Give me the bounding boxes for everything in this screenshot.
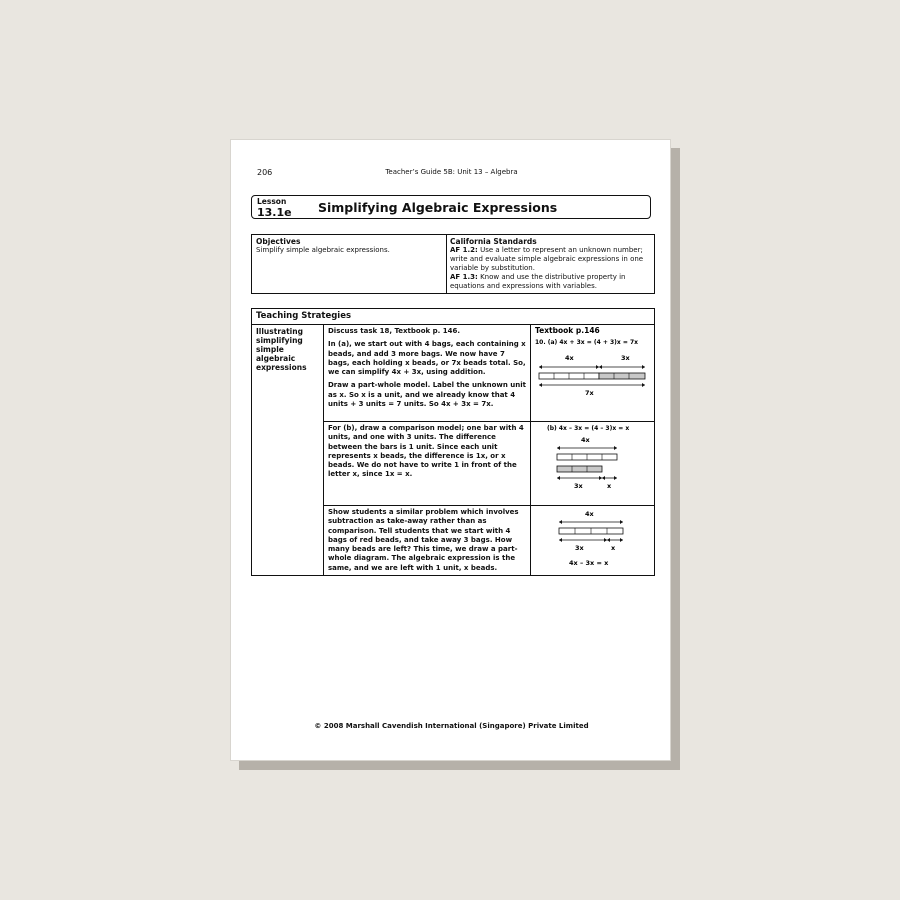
- standard-af12-text: Use a letter to represent an unknown number; write and evaluate simple algebraic expressions in one variable by substitution.: [450, 246, 644, 272]
- fig2-equation: (b) 4x – 3x = (4 – 3)x = x: [547, 425, 630, 432]
- lesson-title: Simplifying Algebraic Expressions: [318, 200, 558, 215]
- fig1-title: Textbook p.146: [535, 326, 600, 335]
- strategy-row-2: [324, 422, 531, 506]
- fig1-label-3x: 3x: [621, 354, 630, 362]
- figure-1: [531, 325, 654, 421]
- strategy-row-3: [324, 506, 531, 575]
- fig1-label-4x: 4x: [565, 354, 574, 362]
- fig2-label-4x: 4x: [581, 436, 590, 444]
- copyright-footer: © 2008 Marshall Cavendish International (Singapore) Private Limited: [314, 722, 589, 730]
- figure-cell-2: [531, 422, 654, 506]
- standard-af13: [450, 273, 651, 291]
- teaching-topic: Illustrating simplifying simple algebraic expressions: [252, 325, 324, 575]
- objectives-heading: Objectives: [256, 237, 301, 246]
- guide-title: Teacher’s Guide 5B: Unit 13 – Algebra: [385, 168, 518, 176]
- standard-af12-code: AF 1.2:: [450, 246, 478, 254]
- figure-3: [531, 506, 654, 574]
- fig3-equation: 4x – 3x = x: [569, 559, 609, 567]
- lesson-header: [251, 195, 651, 219]
- standard-af13-text: Know and use the distributive property in equations and expressions with variables.: [450, 273, 626, 290]
- row2-para: For (b), draw a comparison model; one bar with 4 units, and one with 3 units. The difference between the bars is 1 unit. Since each unit represents x beads, the difference is 1x, or x beads. We do not have to write 1 in front of the letter x, since 1x = x.: [328, 424, 524, 479]
- document-page: [230, 139, 671, 761]
- page-number: 206: [257, 168, 273, 177]
- standard-af13-code: AF 1.3:: [450, 273, 478, 281]
- row3-para: Show students a similar problem which involves subtraction as take-away rather than as comparison. Tell students that we start with 4 bags of red beads, and take away 3 bags. How many beads are left? This time, we draw a part-whole diagram. The algebraic expression is the same, and we are left with 1 unit, x beads.: [328, 508, 519, 572]
- discuss-pre: Discuss: [328, 327, 361, 335]
- discuss-bold: task 18, Textbook p. 146: [360, 327, 458, 335]
- discuss-post: .: [457, 327, 461, 335]
- discuss-line: [328, 327, 526, 336]
- objectives-cell: [252, 235, 447, 293]
- lesson-number: 13.1e: [257, 206, 292, 219]
- row1-para1: In (a), we start out with 4 bags, each containing x beads, and add 3 more bags. We now have 7 bags, each holding x beads, or 7x beads total. So, we can simplify 4x + 3x, using addition.: [328, 340, 526, 377]
- fig2-label-x: x: [607, 482, 612, 490]
- fig3-label-4x: 4x: [585, 510, 594, 518]
- standard-af12: [450, 246, 651, 273]
- figure-cell-1: [531, 325, 654, 422]
- fig2-bar-3x: [557, 466, 602, 472]
- fig1-bar-3x: [599, 373, 645, 379]
- row1-para2: Draw a part-whole model. Label the unknown unit as x. So x is a unit, and we already know that 4 units + 3 units = 7 units. So 4x + 3x = 7x.: [328, 381, 526, 409]
- fig3-label-x: x: [611, 544, 616, 552]
- teaching-strategies-heading: Teaching Strategies: [252, 309, 654, 325]
- fig1-label-7x: 7x: [585, 389, 594, 397]
- figure-2: [531, 422, 654, 505]
- fig2-label-3x: 3x: [574, 482, 583, 490]
- standards-cell: [447, 235, 654, 293]
- figure-cell-3: [531, 506, 654, 575]
- standards-heading: California Standards: [450, 237, 537, 246]
- fig1-equation: 10. (a) 4x + 3x = (4 + 3)x = 7x: [535, 339, 638, 346]
- fig3-label-3x: 3x: [575, 544, 584, 552]
- objectives-text: Simplify simple algebraic expressions.: [256, 246, 390, 254]
- strategy-row-1: [324, 325, 531, 422]
- objectives-table: [251, 234, 655, 294]
- teaching-strategies-table: [251, 308, 655, 576]
- lesson-label: Lesson: [257, 197, 287, 206]
